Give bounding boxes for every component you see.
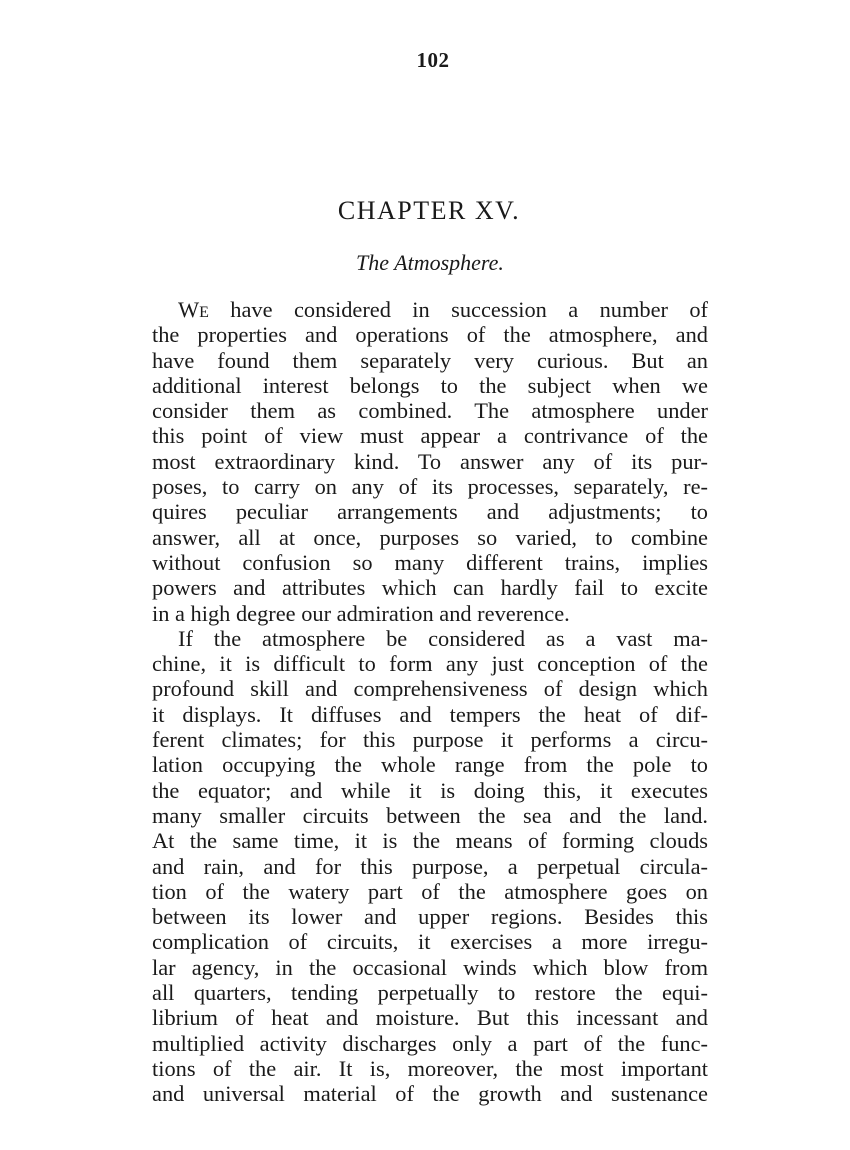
paragraph-2 — [152, 626, 708, 1107]
text-line: tions of the air. It is, moreover, the most important — [152, 1055, 708, 1081]
text-line: lation occupying the whole range from the pole to — [152, 752, 708, 778]
text-line: We have considered in succession a number of — [178, 297, 708, 322]
chapter-subtitle: The Atmosphere. — [356, 250, 504, 275]
page-number: 102 — [416, 48, 450, 72]
chapter-title: CHAPTER XV. — [337, 196, 521, 225]
text-line: have found them separately very curious. But an — [152, 347, 708, 373]
text-line: many smaller circuits between the sea and the land. — [152, 802, 708, 828]
text-line: the equator; and while it is doing this, it executes — [152, 777, 708, 803]
text-line: quires peculiar arrangements and adjustments; to — [152, 499, 708, 525]
text-line: and universal material of the growth and sustenance — [152, 1081, 708, 1107]
text-line: most extraordinary kind. To answer any of its pur- — [152, 448, 708, 474]
text-line: consider them as combined. The atmosphere under — [152, 398, 708, 424]
text-line: profound skill and comprehensiveness of design which — [152, 676, 708, 702]
text-line: and rain, and for this purpose, a perpetual circula- — [152, 853, 708, 879]
text-line: powers and attributes which can hardly fail to excite — [152, 575, 708, 601]
text-line: lar agency, in the occasional winds which blow from — [152, 954, 708, 980]
text-line: chine, it is difficult to form any just conception of the — [152, 651, 708, 677]
text-line: it displays. It diffuses and tempers the heat of dif- — [152, 701, 708, 727]
text-line: all quarters, tending perpetually to restore the equi- — [152, 980, 708, 1006]
text-line: without confusion so many different trains, implies — [152, 549, 708, 575]
text-line: between its lower and upper regions. Besides this — [152, 904, 708, 930]
text-line: librium of heat and moisture. But this incessant and — [152, 1005, 708, 1031]
text-line: If the atmosphere be considered as a vast ma- — [178, 625, 708, 651]
text-line: the properties and operations of the atmosphere, and — [152, 322, 708, 348]
text-line: poses, to carry on any of its processes, separately, re- — [152, 474, 708, 500]
paragraph-1 — [152, 297, 708, 626]
text-line: in a high degree our admiration and reverence. — [152, 600, 570, 626]
text-line: this point of view must appear a contrivance of the — [152, 423, 708, 449]
text-line: answer, all at once, purposes so varied, to combine — [152, 524, 708, 550]
text-line: multiplied activity discharges only a part of the func- — [152, 1030, 708, 1056]
body-text — [152, 297, 708, 1107]
text-line: tion of the watery part of the atmosphere goes on — [152, 878, 708, 904]
text-line: At the same time, it is the means of forming clouds — [152, 828, 708, 854]
text-line: additional interest belongs to the subject when we — [152, 372, 708, 398]
text-line: ferent climates; for this purpose it performs a circu- — [152, 727, 708, 753]
text-line: complication of circuits, it exercises a more irregu- — [152, 929, 708, 955]
